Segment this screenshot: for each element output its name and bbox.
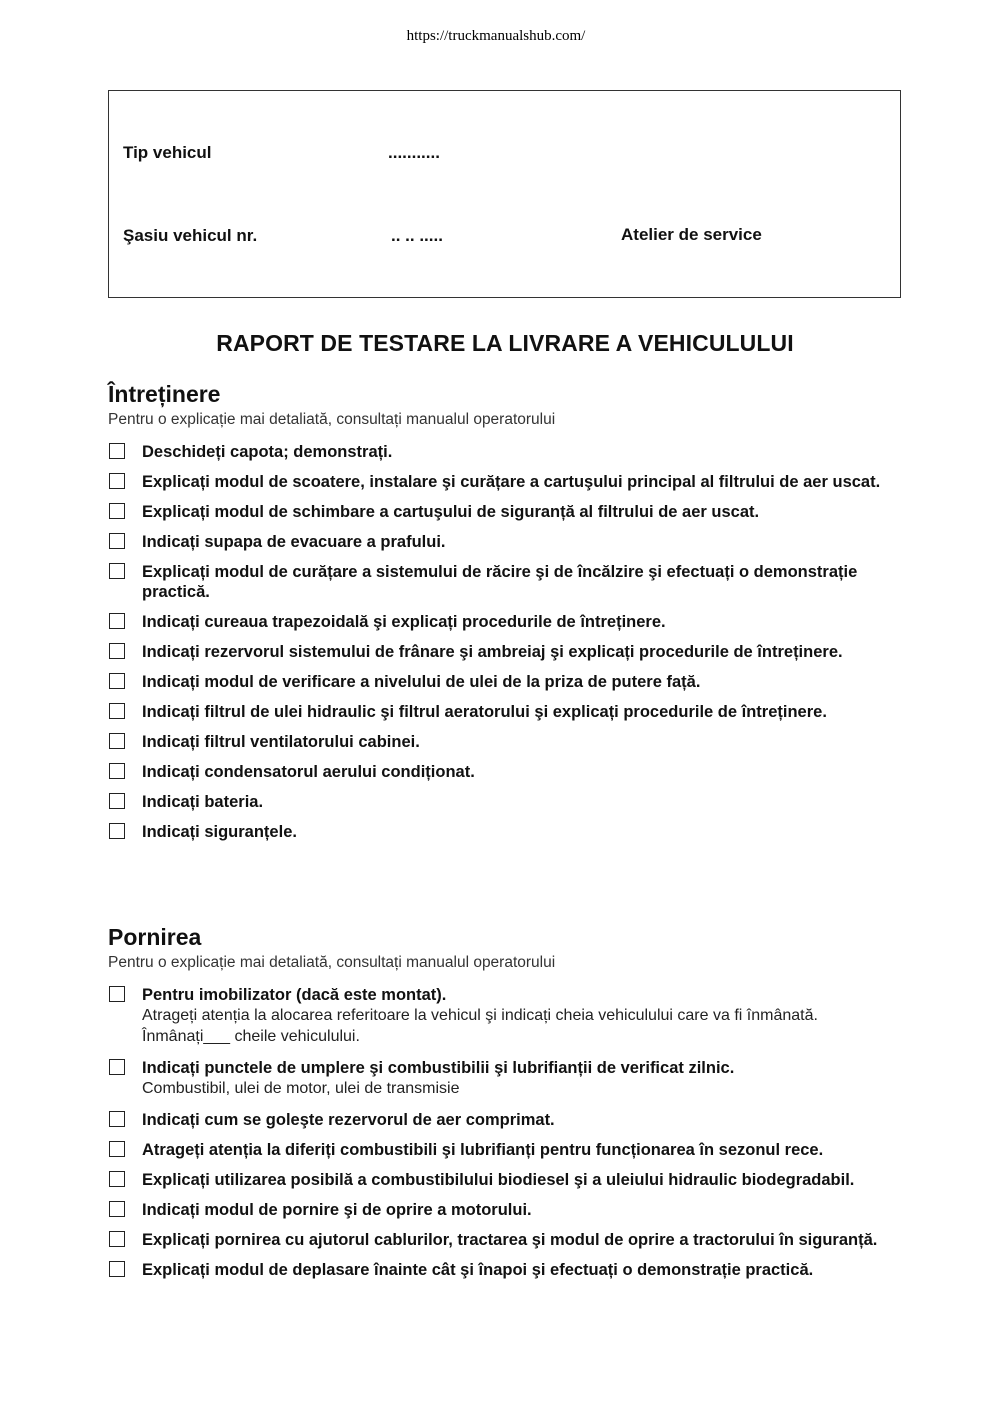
checklist-item [108, 502, 908, 522]
checklist-item [108, 562, 908, 602]
checklist-item [108, 1200, 908, 1220]
item-text: Explicați pornirea cu ajutorul cablurilor, tractarea şi modul de oprire a tractorului în siguranță. [142, 1231, 878, 1249]
maintenance-heading: Întreținere [108, 381, 221, 407]
checkbox[interactable] [109, 613, 125, 629]
checkbox[interactable] [109, 533, 125, 549]
report-title: RAPORT DE TESTARE LA LIVRARE A VEHICULULUI [216, 330, 794, 356]
maintenance-note: Pentru o explicație mai detaliată, consultați manualul operatorului [108, 411, 556, 428]
item-text: Explicați modul de scoatere, instalare şi curățare a cartuşului principal al filtrului de aer uscat. [142, 473, 881, 491]
checkbox[interactable] [109, 1059, 125, 1075]
checklist-item [108, 1110, 908, 1130]
item-text: Explicați utilizarea posibilă a combustibilului biodiesel şi a uleiului hidraulic biodegradabil. [142, 1171, 855, 1189]
item-text: Indicați modul de verificare a nivelului de ulei de la priza de putere față. [142, 673, 701, 691]
checklist-item [108, 762, 908, 782]
checklist-item [108, 702, 908, 722]
item-text: Indicați bateria. [142, 793, 264, 811]
checkbox[interactable] [109, 823, 125, 839]
item-detail: Combustibil, ulei de motor, ulei de transmisie [142, 1080, 460, 1097]
checklist-item [108, 792, 908, 812]
item-text: Explicați modul de deplasare înainte cât şi înapoi şi efectuați o demonstrație practică. [142, 1261, 814, 1279]
checklist-item [108, 442, 908, 462]
checkbox[interactable] [109, 503, 125, 519]
service-workshop-label: Atelier de service [621, 225, 762, 244]
item-text: Indicați condensatorul aerului condiționat. [142, 763, 475, 781]
checkbox[interactable] [109, 1261, 125, 1277]
item-text: Indicați siguranțele. [142, 823, 297, 841]
item-text: Indicați punctele de umplere şi combustibilii şi lubrifianții de verificat zilnic. [142, 1059, 735, 1077]
checklist-item [108, 532, 908, 552]
checklist-item [108, 472, 908, 492]
checklist-item [108, 1230, 908, 1250]
item-text: Explicați modul de schimbare a cartuşului de siguranță al filtrului de aer uscat. [142, 503, 760, 521]
item-text: Indicați cum se goleşte rezervorul de aer comprimat. [142, 1111, 555, 1129]
checkbox[interactable] [109, 673, 125, 689]
item-text: Pentru imobilizator (dacă este montat). [142, 986, 447, 1004]
chassis-number-value: .. .. ..... [391, 226, 443, 245]
checklist-item [108, 1170, 908, 1190]
checkbox[interactable] [109, 1111, 125, 1127]
checkbox[interactable] [109, 443, 125, 459]
item-text: Indicați cureaua trapezoidală şi explicați procedurile de întreținere. [142, 613, 666, 631]
startup-section [108, 924, 908, 1280]
checkbox[interactable] [109, 1141, 125, 1157]
checklist-item [108, 1058, 908, 1099]
item-text: Indicați filtrul ventilatorului cabinei. [142, 733, 420, 751]
vehicle-info-box [108, 90, 901, 298]
checkbox[interactable] [109, 986, 125, 1002]
checklist-item [108, 642, 908, 662]
vehicle-type-label: Tip vehicul [123, 143, 212, 162]
vehicle-type-value: ........... [388, 143, 440, 162]
item-text: Indicați filtrul de ulei hidraulic şi filtrul aeratorului şi explicați procedurile de întreținere. [142, 703, 827, 721]
checkbox[interactable] [109, 473, 125, 489]
checkbox[interactable] [109, 563, 125, 579]
checkbox[interactable] [109, 643, 125, 659]
checkbox[interactable] [109, 1201, 125, 1217]
checkbox[interactable] [109, 703, 125, 719]
item-text: Indicați rezervorul sistemului de frânare şi ambreiaj şi explicați procedurile de întreținere. [142, 643, 843, 661]
maintenance-section [108, 381, 908, 842]
checklist-item [108, 822, 908, 842]
checklist-item [108, 612, 908, 632]
maintenance-checklist [108, 442, 908, 842]
item-text: Deschideți capota; demonstrați. [142, 443, 393, 461]
startup-note: Pentru o explicație mai detaliată, consultați manualul operatorului [108, 954, 556, 971]
checkbox[interactable] [109, 733, 125, 749]
checkbox[interactable] [109, 793, 125, 809]
source-url: https://truckmanualshub.com/ [406, 28, 586, 44]
checklist-item [108, 1260, 908, 1280]
item-text: Indicați modul de pornire şi de oprire a motorului. [142, 1201, 532, 1219]
startup-heading: Pornirea [108, 924, 202, 950]
checkbox[interactable] [109, 1171, 125, 1187]
item-text: Explicați modul de curățare a sistemului de răcire şi de încălzire şi efectuați o demonstrație practică. [142, 563, 858, 601]
item-detail: Atrageți atenția la alocarea referitoare la vehicul şi indicați cheia vehiculului care va fi înmânată. Înmânați___ cheile vehiculului. [142, 1007, 818, 1045]
item-text: Indicați supapa de evacuare a prafului. [142, 533, 446, 551]
checklist-item [108, 985, 908, 1047]
checkbox[interactable] [109, 1231, 125, 1247]
checklist-item [108, 1140, 908, 1160]
checkbox[interactable] [109, 763, 125, 779]
startup-checklist [108, 985, 908, 1280]
checklist-item [108, 672, 908, 692]
item-text: Atrageți atenția la diferiți combustibili şi lubrifianți pentru funcționarea în sezonul rece. [142, 1141, 824, 1159]
checklist-item [108, 732, 908, 752]
chassis-number-label: Şasiu vehicul nr. [123, 226, 258, 245]
